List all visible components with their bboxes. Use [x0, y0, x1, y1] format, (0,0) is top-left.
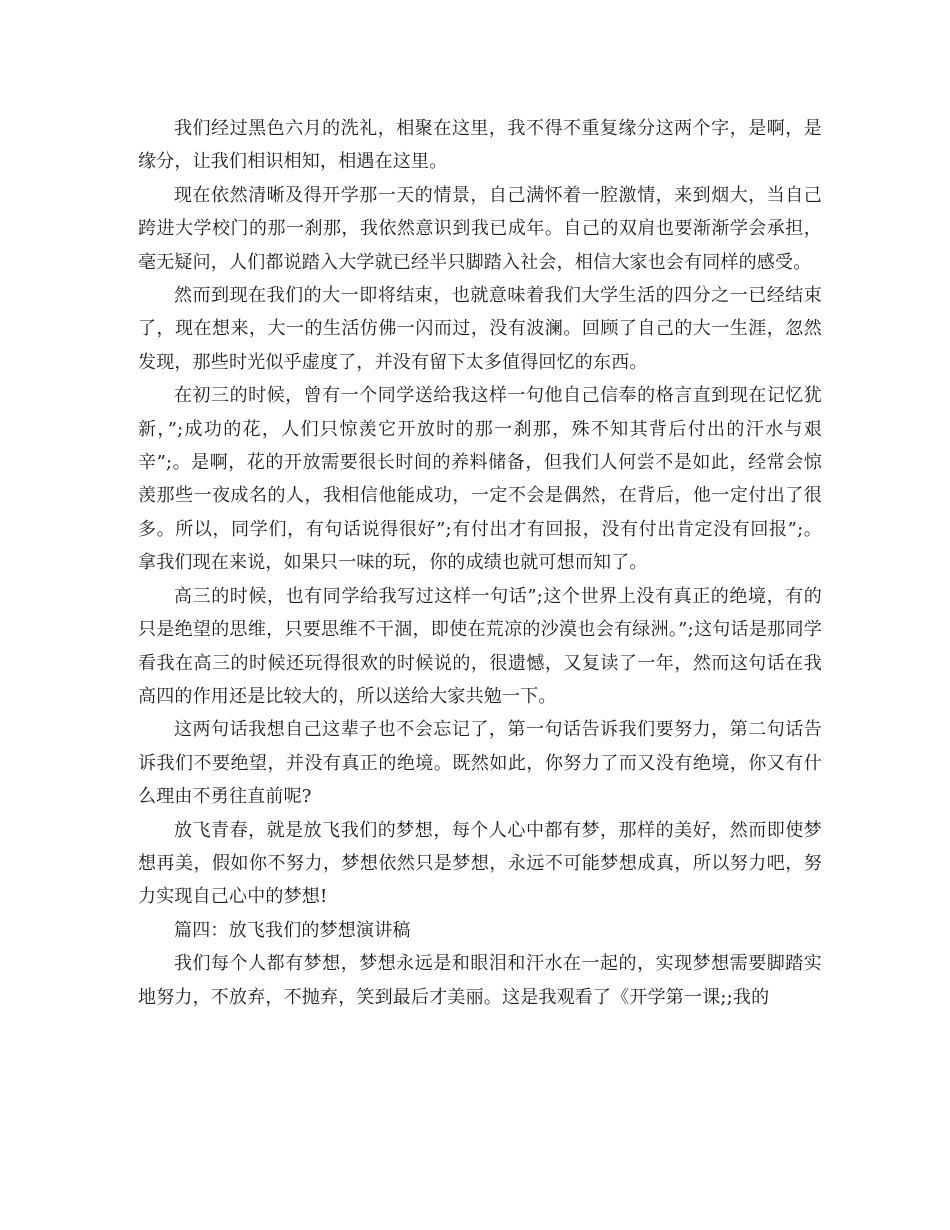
section-heading: 篇四：放飞我们的梦想演讲稿 [174, 919, 411, 941]
paragraph-1: 我们经过黑色六月的洗礼，相聚在这里，我不得不重复缘分这两个字，是啊，是缘分，让我们相识相知，相遇在这里。 [138, 118, 822, 173]
paragraph-2: 现在依然清晰及得开学那一天的情景，自己满怀着一腔激情，来到烟大，当自己跨进大学校门的那一刹那，我依然意识到我已成年。自己的双肩也要渐渐学会承担，毫无疑问，人们都说踏入大学就已经半只脚踏入社会，相信大家也会有同样的感受。 [138, 184, 822, 273]
paragraph-4: 在初三的时候，曾有一个同学送给我这样一句他自己信奉的格言直到现在记忆犹新，”;成功的花，人们只惊羡它开放时的那一刹那，殊不知其背后付出的汗水与艰辛”;。是啊，花的开放需要很长时间的养料储备，但我们人何尝不是如此，经常会惊羡那些一夜成名的人，我相信他能成功，一定不会是偶然，在背后，他一定付出了很多。所以，同学们，有句话说得很好”;有付出才有回报，没有付出肯定没有回报”;。拿我们现在来说，如果只一味的玩，你的成绩也就可想而知了。 [138, 385, 822, 574]
paragraph-8: 我们每个人都有梦想，梦想永远是和眼泪和汗水在一起的，实现梦想需要脚踏实地努力，不放弃，不抛弃，笑到最后才美丽。这是我观看了《开学第一课;;我的 [138, 953, 822, 1008]
paragraph-6: 这两句话我想自己这辈子也不会忘记了，第一句话告诉我们要努力，第二句话告诉我们不要绝望，并没有真正的绝境。既然如此，你努力了而又没有绝境，你又有什么理由不勇往直前呢? [138, 719, 822, 808]
paragraph-7: 放飞青春，就是放飞我们的梦想，每个人心中都有梦，那样的美好，然而即使梦想再美，假如你不努力，梦想依然只是梦想，永远不可能梦想成真，所以努力吧，努力实现自己心中的梦想! [138, 819, 822, 908]
paragraph-3: 然而到现在我们的大一即将结束，也就意味着我们大学生活的四分之一已经结束了，现在想来，大一的生活仿佛一闪而过，没有波澜。回顾了自己的大一生涯，忽然发现，那些时光似乎虚度了，并没有留下太多值得回忆的东西。 [138, 285, 822, 373]
document-body [138, 112, 822, 1014]
paragraph-5: 高三的时候，也有同学给我写过这样一句话”;这个世界上没有真正的绝境，有的只是绝望的思维，只要思维不干涸，即使在荒凉的沙漠也会有绿洲。”;这句话是那同学看我在高三的时候还玩得很欢的时候说的，很遗憾，又复读了一年，然而这句话在我高四的作用还是比较大的，所以送给大家共勉一下。 [138, 585, 822, 707]
